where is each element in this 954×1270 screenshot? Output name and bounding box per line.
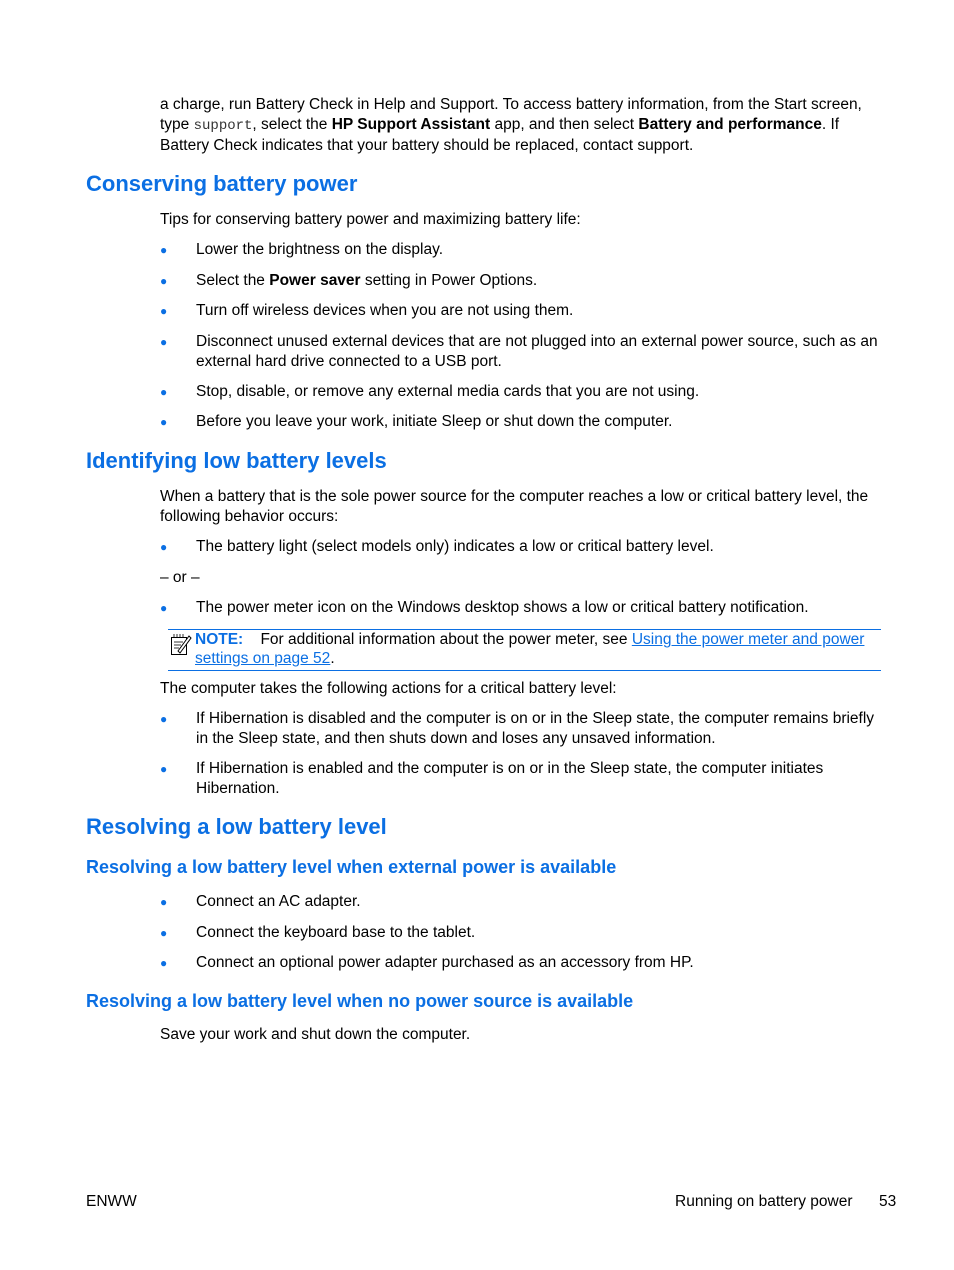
bullet-icon: ●: [160, 304, 168, 318]
heading-resolving-none: Resolving a low battery level when no power source is available: [86, 991, 634, 1011]
note-end: .: [330, 650, 335, 667]
list-item-text: If Hibernation is enabled and the computer is on or in the Sleep state, the computer initiates Hibernation.: [196, 760, 824, 797]
list-item-text: Connect an AC adapter.: [196, 893, 361, 910]
intro-paragraph: [160, 95, 885, 156]
intro-text: app, and then select: [490, 116, 639, 133]
list-item-text: Lower the brightness on the display.: [196, 241, 444, 258]
list-item-text: Disconnect unused external devices that are not plugged into an external power source, such as an external hard drive connected to a USB port.: [196, 333, 878, 370]
list-item-text: The power meter icon on the Windows desktop shows a low or critical battery notification.: [196, 599, 809, 616]
heading-resolving-external: Resolving a low battery level when external power is available: [86, 857, 617, 877]
bullet-icon: ●: [160, 335, 168, 349]
page-number: 53: [879, 1193, 897, 1210]
bullet-icon: ●: [160, 540, 168, 554]
heading-conserving: Conserving battery power: [86, 171, 358, 196]
note-label: NOTE:: [195, 631, 244, 648]
list-item-text: The battery light (select models only) indicates a low or critical battery level.: [196, 538, 714, 555]
intro-text: a charge, run Battery Check in Help and Support. To access battery information, from the Start screen, type: [160, 96, 862, 133]
bullet-icon: ●: [160, 712, 168, 726]
bullet-icon: ●: [160, 415, 168, 429]
footer-left: ENWW: [86, 1193, 137, 1210]
intro-bold-option: Battery and performance: [638, 116, 822, 133]
bullet-icon: ●: [160, 243, 168, 257]
bullet-icon: ●: [160, 926, 168, 940]
note-text: For additional information about the power meter, see: [260, 631, 632, 648]
power-meter-link[interactable]: Using the power meter and power settings on page 52: [195, 631, 865, 667]
note-box: [168, 629, 881, 671]
bullet-icon: ●: [160, 601, 168, 615]
list-item-text: Connect the keyboard base to the tablet.: [196, 924, 476, 941]
bullet-icon: ●: [160, 762, 168, 776]
bullet-icon: ●: [160, 895, 168, 909]
actions-lead: The computer takes the following actions for a critical battery level:: [160, 680, 617, 697]
list-item-text: If Hibernation is disabled and the computer is on or in the Sleep state, the computer remains briefly in the Sleep state, and then shuts down and loses any unsaved information.: [196, 710, 875, 747]
bullet-icon: ●: [160, 956, 168, 970]
intro-code: support: [193, 118, 253, 134]
power-saver-bold: Power saver: [269, 272, 361, 289]
conserving-lead: Tips for conserving battery power and maximizing battery life:: [160, 211, 581, 228]
list-item-text: Select the Power saver setting in Power Options.: [196, 272, 538, 289]
intro-text: . If Battery Check indicates that your battery should be replaced, contact support.: [160, 116, 840, 154]
resolving-none-text: Save your work and shut down the computer.: [160, 1026, 471, 1043]
bullet-icon: ●: [160, 274, 168, 288]
note-body: [195, 630, 875, 668]
bullet-icon: ●: [160, 385, 168, 399]
footer-section-title: Running on battery power: [675, 1193, 853, 1210]
heading-resolving: Resolving a low battery level: [86, 814, 387, 839]
list-item-text: Turn off wireless devices when you are not using them.: [196, 302, 574, 319]
or-separator: – or –: [160, 569, 200, 586]
identifying-lead: When a battery that is the sole power source for the computer reaches a low or critical battery level, the following behavior occurs:: [160, 488, 869, 525]
list-item-text: Before you leave your work, initiate Sleep or shut down the computer.: [196, 413, 673, 430]
list-item-text: Connect an optional power adapter purchased as an accessory from HP.: [196, 954, 694, 971]
intro-bold-app: HP Support Assistant: [331, 116, 491, 133]
intro-text: , select the: [252, 116, 332, 133]
list-item-text: Stop, disable, or remove any external media cards that you are not using.: [196, 383, 700, 400]
note-pencil-icon: [170, 633, 192, 657]
heading-identifying: Identifying low battery levels: [86, 448, 387, 473]
